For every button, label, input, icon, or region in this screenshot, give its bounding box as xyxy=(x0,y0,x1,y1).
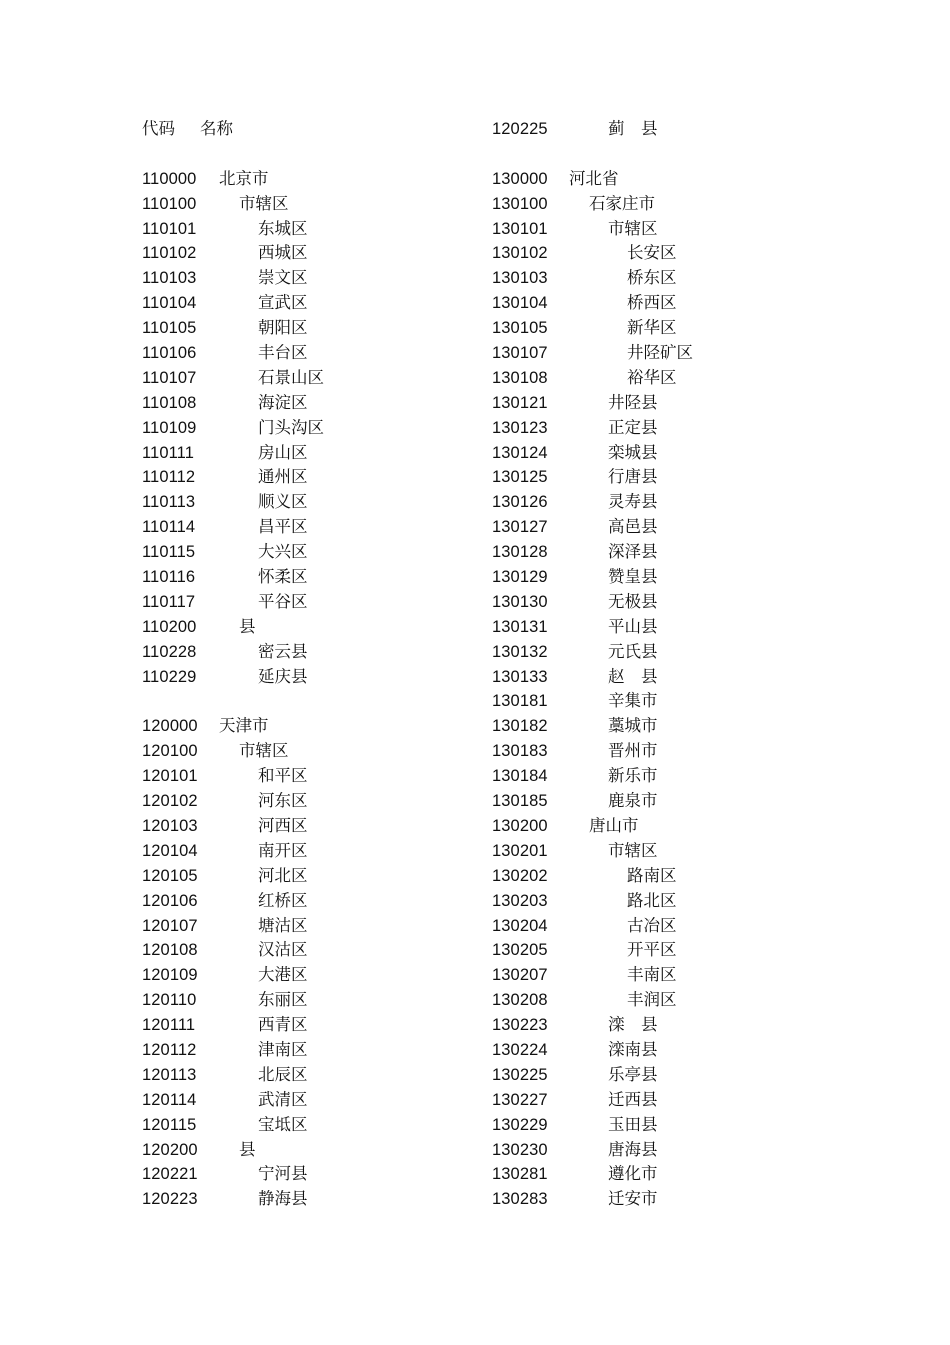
list-item xyxy=(492,1187,822,1212)
left-list xyxy=(142,142,472,1212)
region-name: 和平区 xyxy=(258,766,308,786)
list-item xyxy=(492,441,822,466)
region-name: 长安区 xyxy=(627,243,677,263)
region-name: 晋州市 xyxy=(608,741,658,761)
region-name: 河北省 xyxy=(569,168,619,188)
list-item xyxy=(492,465,822,490)
list-item xyxy=(142,1162,472,1187)
list-item xyxy=(142,341,472,366)
region-code: 120100 xyxy=(142,742,198,761)
region-code: 130126 xyxy=(492,493,548,512)
list-item xyxy=(142,490,472,515)
region-code: 110111 xyxy=(142,443,194,462)
list-item xyxy=(492,515,822,540)
region-code: 110108 xyxy=(142,393,197,412)
region-code: 130121 xyxy=(492,393,548,412)
list-item xyxy=(492,167,822,192)
region-name: 河西区 xyxy=(258,815,308,835)
region-code: 130102 xyxy=(492,244,548,263)
list-item xyxy=(492,316,822,341)
region-code: 120225 xyxy=(492,120,548,138)
left-column xyxy=(142,117,472,1212)
region-code: 130133 xyxy=(492,667,548,686)
region-code: 120105 xyxy=(142,866,198,885)
region-name: 桥西区 xyxy=(627,293,677,313)
region-code: 130107 xyxy=(492,344,548,363)
region-code: 110114 xyxy=(142,518,196,537)
region-name: 大港区 xyxy=(258,965,308,985)
region-name: 新乐市 xyxy=(608,766,658,786)
region-name: 藁城市 xyxy=(608,716,658,736)
code-header: 代码 xyxy=(142,119,175,138)
region-name: 南开区 xyxy=(258,840,308,860)
blank-row xyxy=(142,689,472,714)
region-name: 栾城县 xyxy=(608,442,658,462)
region-name: 辛集市 xyxy=(608,691,658,711)
list-item xyxy=(142,665,472,690)
region-name: 平山县 xyxy=(608,616,658,636)
list-item xyxy=(492,1038,822,1063)
list-item xyxy=(492,665,822,690)
region-code: 110101 xyxy=(142,219,197,238)
region-code: 120223 xyxy=(142,1190,198,1209)
list-item xyxy=(492,689,822,714)
list-item xyxy=(142,540,472,565)
region-code: 130105 xyxy=(492,319,548,338)
list-item xyxy=(142,515,472,540)
region-code: 130203 xyxy=(492,891,548,910)
list-item xyxy=(492,839,822,864)
list-item xyxy=(142,192,472,217)
list-item xyxy=(142,889,472,914)
region-name: 正定县 xyxy=(608,417,658,437)
region-code: 110113 xyxy=(142,493,196,512)
list-item xyxy=(142,366,472,391)
list-item xyxy=(142,839,472,864)
list-item xyxy=(142,266,472,291)
list-item xyxy=(142,1063,472,1088)
region-code: 130127 xyxy=(492,518,548,537)
list-item xyxy=(142,416,472,441)
region-name: 唐海县 xyxy=(608,1139,658,1159)
region-name: 武清区 xyxy=(258,1089,308,1109)
region-name: 玉田县 xyxy=(608,1114,658,1134)
list-item xyxy=(142,814,472,839)
list-item xyxy=(492,1162,822,1187)
region-name: 丰台区 xyxy=(258,343,308,363)
region-name: 古冶区 xyxy=(627,915,677,935)
region-code: 120101 xyxy=(142,767,198,786)
region-code: 120200 xyxy=(142,1140,198,1159)
region-name: 津南区 xyxy=(258,1039,308,1059)
list-item xyxy=(492,739,822,764)
region-code: 110117 xyxy=(142,592,196,611)
list-item xyxy=(492,291,822,316)
list-item xyxy=(492,117,822,142)
region-name: 元氏县 xyxy=(608,641,658,661)
list-item xyxy=(492,241,822,266)
list-item xyxy=(142,739,472,764)
region-name: 顺义区 xyxy=(258,492,308,512)
region-code: 130223 xyxy=(492,1016,548,1035)
region-name: 迁安市 xyxy=(608,1189,658,1209)
region-code: 130000 xyxy=(492,169,548,188)
region-code: 120106 xyxy=(142,891,198,910)
region-code: 130230 xyxy=(492,1140,548,1159)
region-name: 桥东区 xyxy=(627,268,677,288)
header-row xyxy=(142,117,472,142)
region-code: 110102 xyxy=(142,244,197,263)
region-name: 北京市 xyxy=(219,168,269,188)
region-name: 迁西县 xyxy=(608,1089,658,1109)
region-code: 130125 xyxy=(492,468,548,487)
region-name: 鹿泉市 xyxy=(608,791,658,811)
list-item xyxy=(142,914,472,939)
list-item xyxy=(492,938,822,963)
list-item xyxy=(142,1013,472,1038)
region-code: 120107 xyxy=(142,916,198,935)
region-code: 130281 xyxy=(492,1165,548,1184)
region-code: 110200 xyxy=(142,617,197,636)
list-item xyxy=(142,764,472,789)
region-code: 130204 xyxy=(492,916,548,935)
list-item xyxy=(142,1038,472,1063)
list-item xyxy=(492,640,822,665)
region-name: 宝坻区 xyxy=(258,1114,308,1134)
region-code: 130227 xyxy=(492,1090,548,1109)
list-item xyxy=(142,938,472,963)
list-item xyxy=(492,814,822,839)
region-name: 深泽县 xyxy=(608,542,658,562)
region-name: 大兴区 xyxy=(258,542,308,562)
region-name: 丰南区 xyxy=(627,965,677,985)
region-name: 路南区 xyxy=(627,865,677,885)
list-item xyxy=(142,714,472,739)
region-name: 东丽区 xyxy=(258,990,308,1010)
region-name: 滦南县 xyxy=(608,1039,658,1059)
region-code: 130283 xyxy=(492,1190,548,1209)
region-name: 蓟 县 xyxy=(608,119,658,138)
region-code: 120103 xyxy=(142,816,198,835)
list-item xyxy=(492,615,822,640)
list-item xyxy=(492,1138,822,1163)
region-code: 120114 xyxy=(142,1090,197,1109)
region-code: 130185 xyxy=(492,792,548,811)
region-name: 汉沽区 xyxy=(258,940,308,960)
region-code: 130181 xyxy=(492,692,548,711)
region-name: 海淀区 xyxy=(258,392,308,412)
list-item xyxy=(492,565,822,590)
region-name: 井陉县 xyxy=(608,392,658,412)
list-item xyxy=(492,366,822,391)
list-item xyxy=(492,764,822,789)
region-code: 110105 xyxy=(142,319,197,338)
list-item xyxy=(142,465,472,490)
region-name: 市辖区 xyxy=(239,193,289,213)
region-code: 120112 xyxy=(142,1040,197,1059)
list-item xyxy=(142,1088,472,1113)
region-code: 110109 xyxy=(142,418,197,437)
list-item xyxy=(142,217,472,242)
region-name: 密云县 xyxy=(258,641,308,661)
list-item xyxy=(492,416,822,441)
region-name: 行唐县 xyxy=(608,467,658,487)
list-item xyxy=(142,291,472,316)
right-column xyxy=(492,117,822,1212)
list-item xyxy=(492,590,822,615)
region-name: 县 xyxy=(239,616,256,636)
region-code: 120113 xyxy=(142,1065,197,1084)
list-item xyxy=(492,914,822,939)
region-name: 赵 县 xyxy=(608,666,658,686)
list-item xyxy=(492,192,822,217)
region-code: 130207 xyxy=(492,966,548,985)
blank-row xyxy=(142,142,472,167)
list-item xyxy=(492,266,822,291)
list-item xyxy=(492,789,822,814)
region-name: 宣武区 xyxy=(258,293,308,313)
region-name: 市辖区 xyxy=(608,840,658,860)
blank-row xyxy=(492,142,822,167)
region-code: 120104 xyxy=(142,841,198,860)
list-item xyxy=(142,565,472,590)
region-code: 130202 xyxy=(492,866,548,885)
region-code: 130108 xyxy=(492,368,548,387)
region-name: 宁河县 xyxy=(258,1164,308,1184)
list-item xyxy=(142,963,472,988)
region-name: 石家庄市 xyxy=(589,193,655,213)
list-item xyxy=(142,441,472,466)
region-name: 井陉矿区 xyxy=(627,343,693,363)
region-code: 130200 xyxy=(492,816,548,835)
list-item xyxy=(492,1013,822,1038)
region-code: 110116 xyxy=(142,568,196,587)
list-item xyxy=(492,1088,822,1113)
region-name: 河东区 xyxy=(258,791,308,811)
list-item xyxy=(492,217,822,242)
list-item xyxy=(142,167,472,192)
region-code: 130123 xyxy=(492,418,548,437)
list-item xyxy=(492,490,822,515)
region-code: 130101 xyxy=(492,219,548,238)
region-name: 房山区 xyxy=(258,442,308,462)
region-name: 天津市 xyxy=(219,716,269,736)
region-code: 110229 xyxy=(142,667,197,686)
region-code: 130132 xyxy=(492,642,548,661)
region-name: 静海县 xyxy=(258,1189,308,1209)
region-name: 北辰区 xyxy=(258,1064,308,1084)
region-code: 110100 xyxy=(142,194,197,213)
region-code: 130205 xyxy=(492,941,548,960)
region-code: 130183 xyxy=(492,742,548,761)
list-item xyxy=(142,1187,472,1212)
region-code: 110000 xyxy=(142,169,197,188)
region-code: 120110 xyxy=(142,991,197,1010)
region-name: 怀柔区 xyxy=(258,567,308,587)
region-name: 遵化市 xyxy=(608,1164,658,1184)
region-code: 120109 xyxy=(142,966,198,985)
region-code: 110103 xyxy=(142,269,197,288)
list-item xyxy=(492,391,822,416)
region-name: 门头沟区 xyxy=(258,417,324,437)
right-list xyxy=(492,117,822,1212)
name-header: 名称 xyxy=(200,119,233,138)
region-code: 120111 xyxy=(142,1016,196,1035)
list-item xyxy=(492,889,822,914)
region-name: 东城区 xyxy=(258,218,308,238)
region-code: 120221 xyxy=(142,1165,198,1184)
list-item xyxy=(142,615,472,640)
region-code: 130208 xyxy=(492,991,548,1010)
list-item xyxy=(142,988,472,1013)
region-code: 130124 xyxy=(492,443,548,462)
list-item xyxy=(492,341,822,366)
region-name: 乐亭县 xyxy=(608,1064,658,1084)
region-name: 市辖区 xyxy=(608,218,658,238)
region-name: 崇文区 xyxy=(258,268,308,288)
list-item xyxy=(492,1063,822,1088)
list-item xyxy=(142,391,472,416)
region-name: 新华区 xyxy=(627,318,677,338)
region-code: 130201 xyxy=(492,841,548,860)
region-name: 灵寿县 xyxy=(608,492,658,512)
region-name: 塘沽区 xyxy=(258,915,308,935)
region-name: 西青区 xyxy=(258,1015,308,1035)
region-name: 裕华区 xyxy=(627,367,677,387)
region-code: 110106 xyxy=(142,344,197,363)
region-code: 130184 xyxy=(492,767,548,786)
region-name: 市辖区 xyxy=(239,741,289,761)
region-name: 河北区 xyxy=(258,865,308,885)
region-code: 110115 xyxy=(142,543,196,562)
region-code: 110228 xyxy=(142,642,197,661)
region-name: 通州区 xyxy=(258,467,308,487)
list-item xyxy=(492,714,822,739)
region-name: 县 xyxy=(239,1139,256,1159)
region-name: 唐山市 xyxy=(589,815,639,835)
list-item xyxy=(142,640,472,665)
list-item xyxy=(492,864,822,889)
list-item xyxy=(142,1113,472,1138)
region-name: 开平区 xyxy=(627,940,677,960)
list-item xyxy=(142,1138,472,1163)
region-code: 130128 xyxy=(492,543,548,562)
region-name: 滦 县 xyxy=(608,1015,658,1035)
list-item xyxy=(142,241,472,266)
region-name: 赞皇县 xyxy=(608,567,658,587)
region-code: 120115 xyxy=(142,1115,197,1134)
region-code: 120000 xyxy=(142,717,198,736)
region-code: 120102 xyxy=(142,792,198,811)
list-item xyxy=(142,316,472,341)
region-name: 红桥区 xyxy=(258,890,308,910)
region-code: 130229 xyxy=(492,1115,548,1134)
list-item xyxy=(142,789,472,814)
region-name: 无极县 xyxy=(608,591,658,611)
list-item xyxy=(492,540,822,565)
region-code: 120108 xyxy=(142,941,198,960)
region-code: 130225 xyxy=(492,1065,548,1084)
region-code: 130104 xyxy=(492,294,548,313)
region-name: 高邑县 xyxy=(608,517,658,537)
list-item xyxy=(492,988,822,1013)
region-code: 130103 xyxy=(492,269,548,288)
region-name: 朝阳区 xyxy=(258,318,308,338)
region-code: 110112 xyxy=(142,468,196,487)
region-code: 110104 xyxy=(142,294,197,313)
region-name: 延庆县 xyxy=(258,666,308,686)
list-item xyxy=(492,963,822,988)
region-name: 路北区 xyxy=(627,890,677,910)
region-name: 平谷区 xyxy=(258,591,308,611)
region-code: 110107 xyxy=(142,368,197,387)
list-item xyxy=(142,864,472,889)
list-item xyxy=(492,1113,822,1138)
region-name: 西城区 xyxy=(258,243,308,263)
region-name: 昌平区 xyxy=(258,517,308,537)
region-code: 130131 xyxy=(492,617,548,636)
region-code: 130129 xyxy=(492,568,548,587)
list-item xyxy=(142,590,472,615)
region-name: 丰润区 xyxy=(627,990,677,1010)
region-code: 130182 xyxy=(492,717,548,736)
region-code: 130100 xyxy=(492,194,548,213)
region-code: 130130 xyxy=(492,592,548,611)
region-name: 石景山区 xyxy=(258,367,324,387)
region-code: 130224 xyxy=(492,1040,548,1059)
